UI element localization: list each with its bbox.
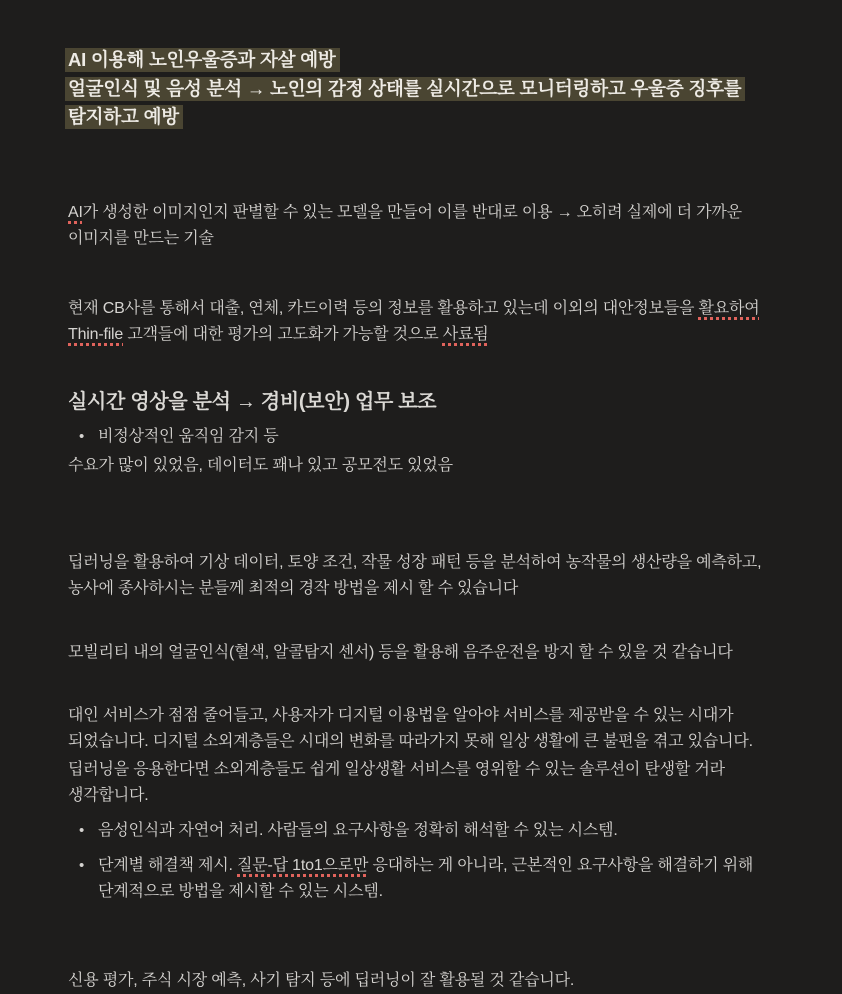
paragraph-ai-detector[interactable] — [68, 200, 775, 252]
paragraph-text: 가 생성한 이미지인지 판별할 수 있는 모델을 만들어 이를 반대로 이용 → 오히려 실제에 더 가까운 이미지를 만드는 기술 — [68, 203, 742, 247]
bullet-text: 음성인식과 자연어 처리. 사람들의 요구사항을 정확히 해석할 수 있는 시스템. — [98, 821, 618, 839]
title-line-2: 얼굴인식 및 음성 분석 → 노인의 감정 상태를 실시간으로 모니터링하고 우울증 징후를 탐지하고 예방 — [65, 77, 745, 130]
title-line-1: AI 이용해 노인우울증과 자살 예방 — [65, 48, 340, 72]
paragraph-text: 고객들에 대한 평가의 고도화가 가능할 것으로 — [123, 325, 443, 343]
bullet-marker-icon: • — [79, 821, 85, 839]
bullet-item-abnormal-motion[interactable] — [68, 424, 775, 450]
bullet-text — [98, 853, 775, 905]
bullet-marker-icon: • — [79, 427, 85, 445]
paragraph-demand[interactable]: 수요가 많이 있었음, 데이터도 꽤나 있고 공모전도 있었음 — [68, 456, 453, 474]
misspelled-text: 사료됨 — [442, 325, 489, 343]
bullet-marker-icon: • — [79, 856, 85, 874]
misspelled-text: Thin-file — [68, 325, 124, 343]
heading-security-analysis[interactable]: 실시간 영상을 분석 → 경비(보안) 업무 보조 — [68, 390, 437, 413]
misspelled-text: 질문-답 1to1으로만 — [237, 856, 369, 874]
paragraph-finance-usecases[interactable]: 신용 평가, 주식 시장 예측, 사기 탐지 등에 딥러닝이 잘 활용될 것 같습니다. — [68, 971, 575, 989]
misspelled-text: AI — [68, 203, 83, 221]
bullet-text-part: 응대하는 게 아니라, 근본적인 요구사항을 해결하기 위해 단계적으로 방법을 제시할 수 있는 시스템. — [98, 856, 754, 900]
bullet-text: 비정상적인 움직임 감지 등 — [98, 427, 279, 445]
paragraph-mobility[interactable]: 모빌리티 내의 얼굴인식(혈색, 알콜탐지 센서) 등을 활용해 음주운전을 방지 할 수 있을 것 같습니다 — [68, 643, 733, 661]
paragraph-text: 현재 CB사를 통해서 대출, 연체, 카드이력 등의 정보를 활용하고 있는데 이외의 대안정보들을 — [68, 299, 699, 317]
highlighted-title-block[interactable] — [68, 46, 775, 132]
bullet-item-step-solution[interactable] — [68, 853, 775, 905]
bullet-item-voice-nlp[interactable] — [68, 818, 775, 844]
paragraph-farming[interactable]: 딥러닝을 활용하여 기상 데이터, 토양 조건, 작물 성장 패턴 등을 분석하여 농작물의 생산량을 예측하고, 농사에 종사하시는 분들께 최적의 경작 방법을 제시 할 수 있습니다 — [68, 553, 762, 597]
paragraph-deeplearning-solution[interactable]: 딥러닝을 응용한다면 소외계층들도 쉽게 일상생활 서비스를 영위할 수 있는 솔루션이 탄생할 거라 생각합니다. — [68, 760, 725, 804]
paragraph-credit-bureau[interactable] — [68, 296, 775, 348]
bullet-text-part: 단계별 해결책 제시. — [98, 856, 238, 874]
misspelled-text: 활요하여 — [698, 299, 760, 317]
paragraph-digital-divide[interactable]: 대인 서비스가 점점 줄어들고, 사용자가 디지털 이용법을 알아야 서비스를 제공받을 수 있는 시대가 되었습니다. 디지털 소외계층들은 시대의 변화를 따라가지 못해 일상 생활에 큰 불편을 겪고 있습니다. — [68, 706, 753, 750]
